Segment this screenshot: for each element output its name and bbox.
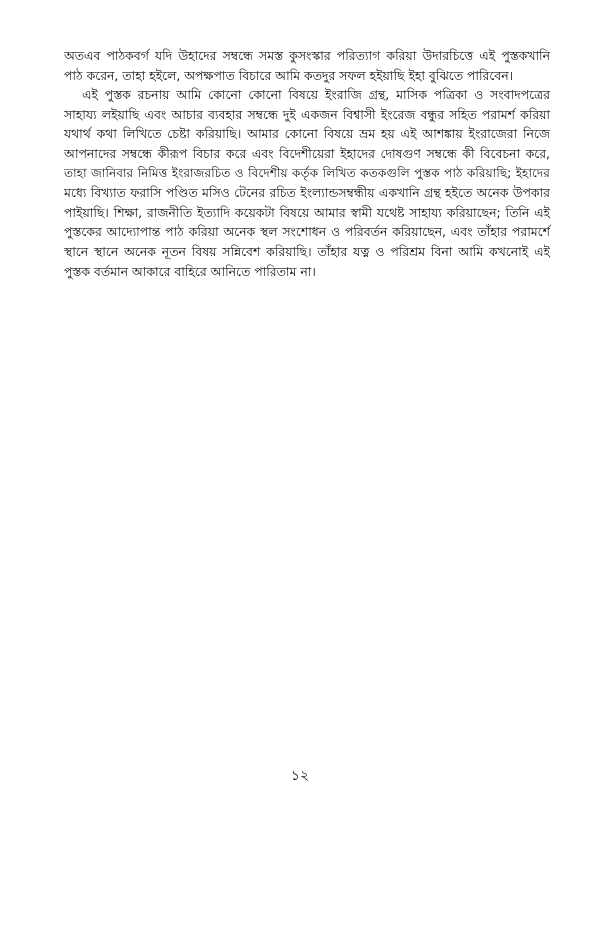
text-line: পুস্তকের আদ্যোপান্ত পাঠ করিয়া অনেক স্থল সংশোধন ও পরিবর্তন করিয়াছেন, এবং তাঁহার পরামর্শে (64, 224, 550, 240)
text-line: স্থানে স্থানে অনেক নূতন বিষয় সন্নিবেশ করিয়াছি। তাঁহার যত্ন ও পরিশ্রম বিনা আমি কখনোই এই (64, 243, 550, 259)
text-line: সাহায্য লইয়াছি এবং আচার ব্যবহার সম্বন্ধে দুই একজন বিশ্বাসী ইংরেজ বন্ধুর সহিত পরামর্শ করিয়া (64, 106, 550, 122)
body-text (64, 46, 550, 281)
text-line: পাইয়াছি। শিক্ষা, রাজনীতি ইত্যাদি কয়েকটা বিষয়ে আমার স্বামী যথেষ্ট সাহায্য করিয়াছেন; তিনি এই (64, 204, 550, 220)
text-line: যথার্থ কথা লিখিতে চেষ্টা করিয়াছি। আমার কোনো বিষয়ে ভ্রম হয় এই আশঙ্কায় ইংরাজেরা নিজে (64, 126, 550, 142)
page-number: ১২ (290, 768, 310, 784)
text-line: তাহা জানিবার নিমিত্ত ইংরাজরচিত ও বিদেশীয় কর্তৃক লিখিত কতকগুলি পুস্তক পাঠ করিয়াছি; ইহাদের (64, 165, 550, 180)
paragraph-2 (64, 85, 550, 281)
text-line: আপনাদের সম্বন্ধে কীরূপ বিচার করে এবং বিদেশীয়েরা ইহাদের দোষগুণ সম্বন্ধে কী বিবেচনা করে, (64, 145, 550, 161)
text-line: পুস্তক বর্তমান আকারে বাহিরে আনিতে পারিতাম না। (64, 263, 316, 279)
text-line: অতএব পাঠকবর্গ যদি উহাদের সম্বন্ধে সমস্ত কুসংস্কার পরিত্যাগ করিয়া উদারচিত্তে এই পুস্তকখানি (64, 48, 550, 63)
text-line: মধ্যে বিখ্যাত ফরাসি পণ্ডিত মসিও টেনের রচিত ইংল্যান্ডসম্বন্ধীয় একখানি গ্রন্থ হইতে অনেক উপকার (64, 185, 550, 201)
text-line: এই পুস্তক রচনায় আমি কোনো কোনো বিষয়ে ইংরাজি গ্রন্থ, মাসিক পত্রিকা ও সংবাদপত্রের (82, 87, 550, 103)
paragraph-1 (64, 46, 550, 85)
text-line: পাঠ করেন, তাহা হইলে, অপক্ষপাত বিচারে আমি কতদুর সফল হইয়াছি ইহা বুঝিতে পারিবেন। (64, 67, 514, 83)
